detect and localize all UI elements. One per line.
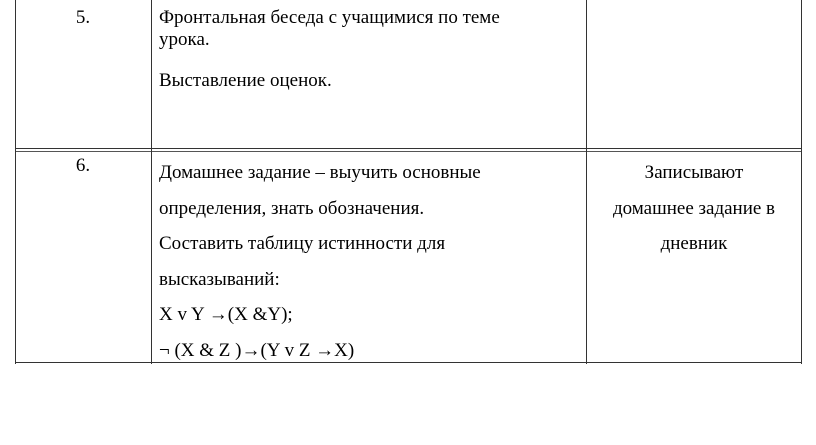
result-line: Записывают <box>644 162 744 183</box>
column-divider <box>151 0 152 364</box>
table-left-border <box>15 0 16 364</box>
row-divider <box>15 148 802 149</box>
content-line: Фронтальная беседа с учащимися по теме <box>159 7 500 28</box>
result-line: дневник <box>660 233 728 254</box>
table-right-border <box>801 0 802 364</box>
content-line: определения, знать обозначения. <box>159 197 425 219</box>
lesson-plan-table <box>15 0 802 364</box>
content-line: Выставление оценок. <box>159 70 332 91</box>
row-number: 6. <box>75 155 91 176</box>
content-line: высказываний: <box>159 268 280 290</box>
result-line: домашнее задание в <box>612 197 776 219</box>
content-line: урока. <box>159 29 210 50</box>
row-number: 5. <box>75 7 91 28</box>
content-line: Составить таблицу истинности для <box>159 233 446 254</box>
row-result <box>587 155 801 262</box>
row-divider-inner <box>15 151 802 152</box>
row-content <box>159 155 579 368</box>
content-line: Домашнее задание – выучить основные <box>159 162 481 183</box>
row-content <box>159 7 579 92</box>
formula-line: X v Y →(X &Y); <box>159 304 293 325</box>
formula-line: ¬ (X & Z )→(Y v Z →X) <box>159 339 355 361</box>
